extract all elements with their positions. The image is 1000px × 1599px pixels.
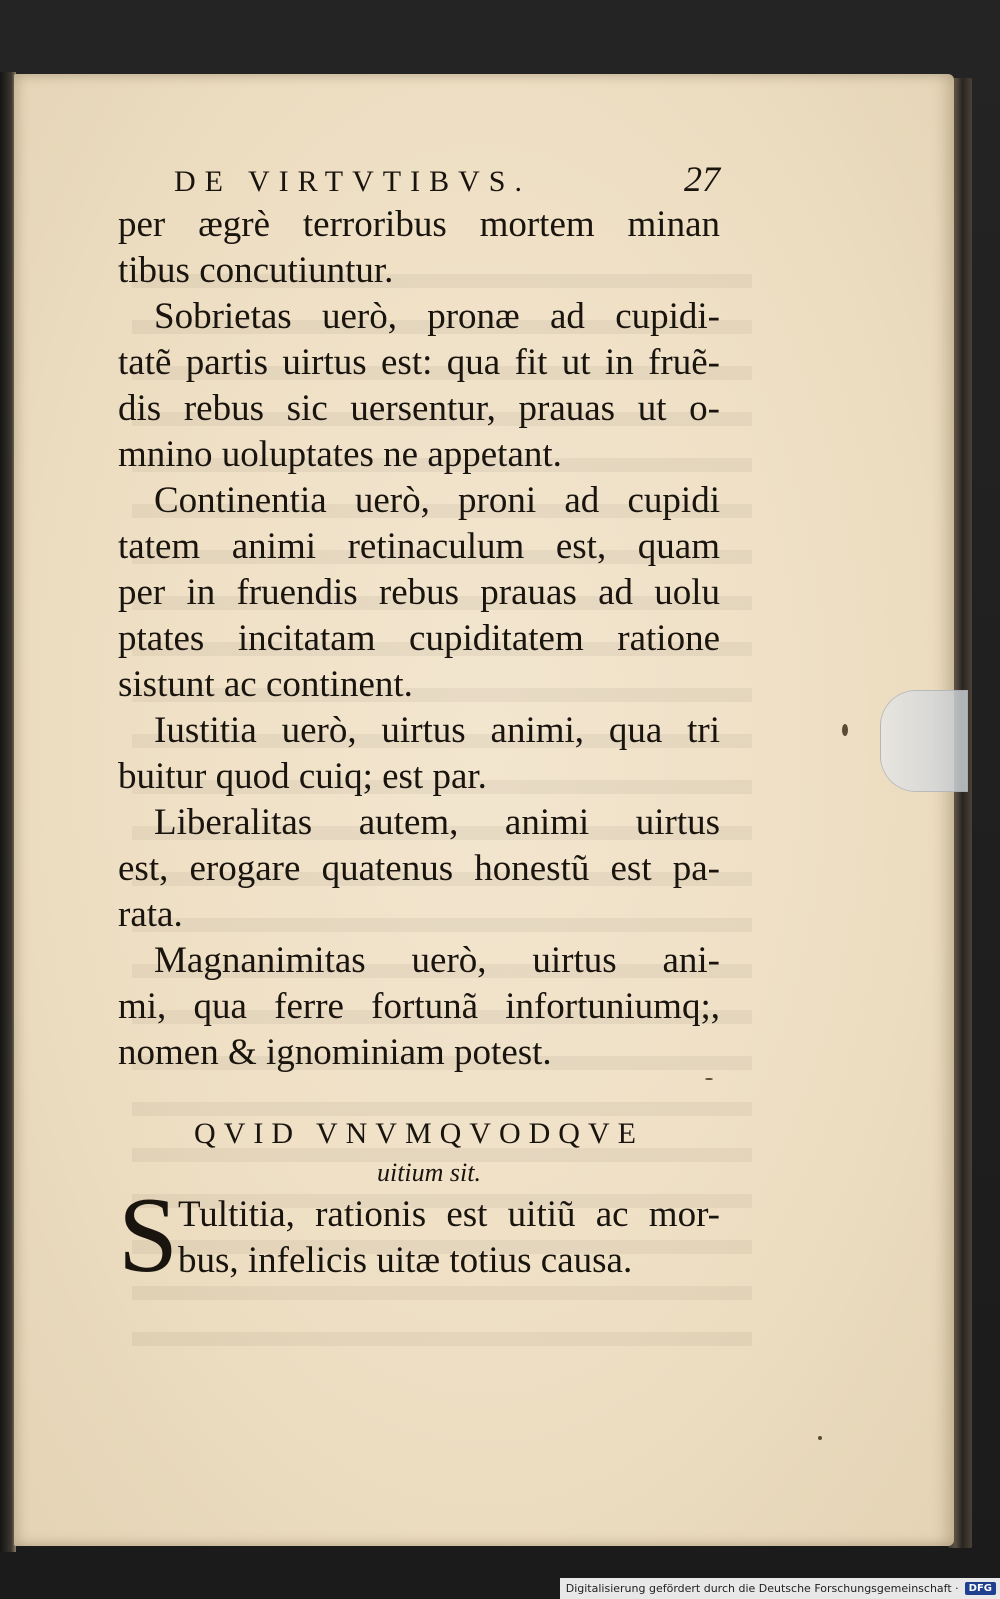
text-line: bus, infelicis uitæ totius causa. [178,1240,633,1281]
paper-speck [818,1436,822,1440]
page-tab-marker [880,690,968,792]
text-line: sistunt ac continent. [118,664,413,705]
text-line: nomen & ignominiam potest. [118,1032,552,1073]
section-subheading: uitium sit. [376,1158,481,1187]
page-text [118,158,720,1295]
page-number: 27 [684,159,720,199]
digitization-credit-bar [560,1578,1000,1599]
text-line: tatẽ partis uirtus est: qua fit ut in fruẽ- [118,342,720,383]
paper-speck [842,724,848,736]
text-line: dis rebus sic uersentur, prauas ut o- [118,388,720,429]
text-line: buitur quod cuiq; est par. [118,756,487,797]
text-line: ptates incitatam cupiditatem ratione [118,618,720,659]
text-line: mnino uoluptates ne appetant. [118,434,562,475]
drop-cap-initial: S [118,1176,179,1295]
digitization-credit: Digitalisierung gefördert durch die Deutsche Forschungsgemeinschaft · [565,1582,959,1595]
text-line: est, erogare quatenus honestũ est pa- [118,848,720,889]
drop-cap-paragraph [118,1176,720,1295]
text-line: tatem animi retinaculum est, quam [118,526,720,567]
text-line: Continentia uerò, proni ad cupidi [154,480,720,521]
text-line: tibus concutiuntur. [118,250,394,291]
text-line: per in fruendis rebus prauas ad uolu [118,572,720,613]
text-line: Tultitia, rationis est uitiũ ac mor- [178,1194,720,1235]
text-line: Sobrietas uerò, pronæ ad cupidi- [154,296,720,337]
text-line: mi, qua ferre fortunã infortuniumq;, [118,986,720,1027]
section-gap [118,1076,720,1114]
text-line: Iustitia uerò, uirtus animi, qua tri [154,710,720,751]
body-text [118,202,720,1076]
running-head-title: DE VIRTVTIBVS. [174,165,531,198]
running-head [174,158,720,202]
text-line: per ægrè terroribus mortem minan [118,204,720,245]
text-line: Liberalitas autem, animi uirtus [154,802,720,843]
dfg-logo: DFG [965,1582,996,1595]
text-line: rata. [118,894,183,935]
section-heading: QVID VNVMQVODQVE [194,1117,644,1150]
text-line: Magnanimitas uerò, uirtus ani- [154,940,720,981]
